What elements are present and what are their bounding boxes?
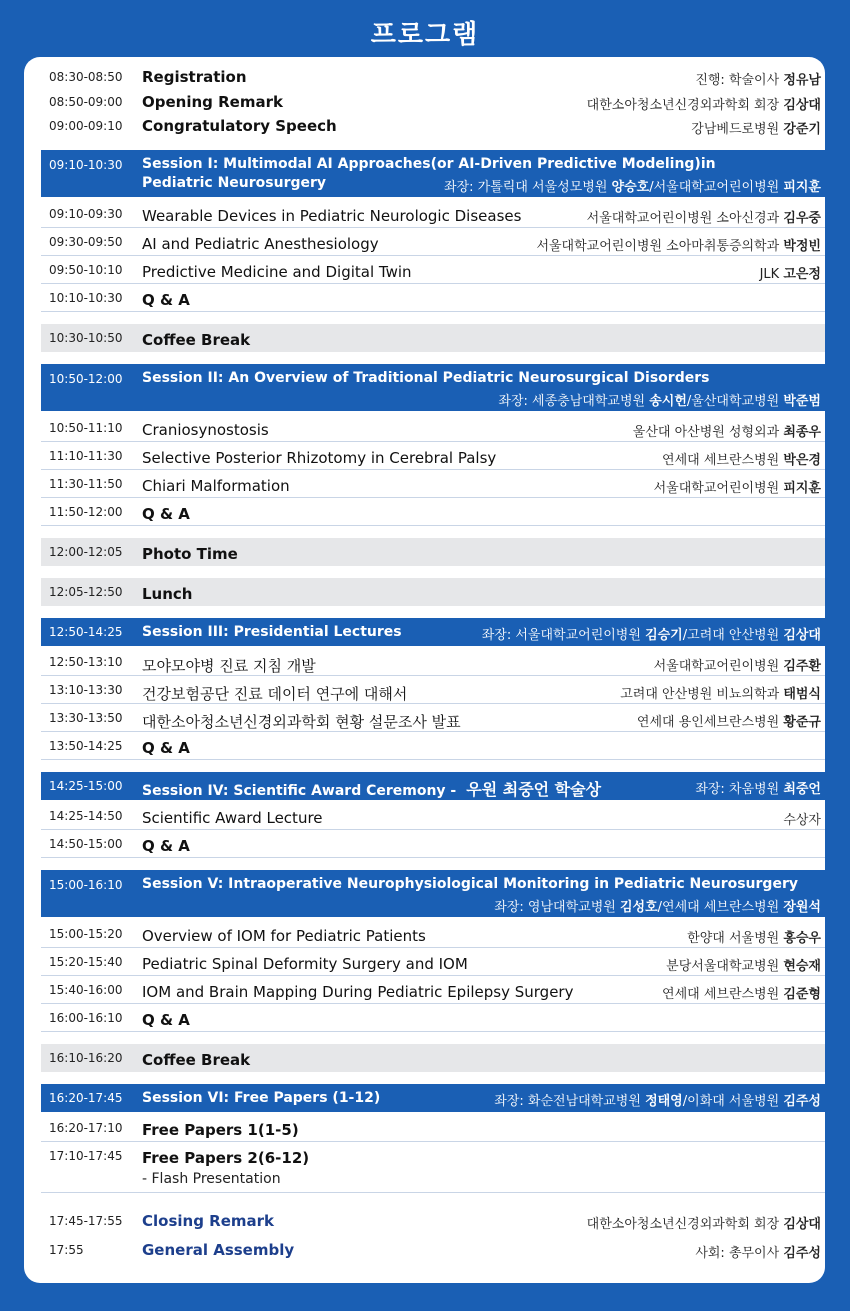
session-title: Session III: Presidential Lectures [142, 624, 402, 640]
program-title: Free Papers 2(6-12) [142, 1149, 310, 1167]
chairs: 좌장: 영남대학교병원 김성호/연세대 세브란스병원 장원석 [494, 900, 821, 915]
program-title: 건강보험공단 진료 데이터 연구에 대해서 [142, 685, 408, 703]
award-name: 우원 최중언 학술상 [466, 780, 602, 799]
break-title: Coffee Break [142, 1051, 251, 1069]
break-row [41, 1044, 825, 1072]
program-row [41, 228, 825, 256]
time-cell: 12:05-12:50 [49, 585, 123, 599]
time-cell: 15:40-16:00 [49, 983, 123, 997]
time-cell: 11:50-12:00 [49, 505, 123, 519]
speaker: 서울대학교어린이병원 피지훈 [653, 481, 821, 496]
chairs: 좌장: 서울대학교어린이병원 김승기/고려대 안산병원 김상대 [481, 628, 821, 643]
chairs: 좌장: 화순전남대학교병원 정태영/이화대 서울병원 김주성 [494, 1094, 821, 1109]
session-header [41, 870, 825, 917]
speaker: 연세대 세브란스병원 박은경 [662, 453, 821, 468]
time-cell: 16:20-17:45 [49, 1091, 123, 1105]
time-cell: 11:10-11:30 [49, 449, 123, 463]
program-title: Q & A [142, 505, 190, 523]
time-cell: 09:30-09:50 [49, 235, 123, 249]
program-row [41, 920, 825, 948]
program-row [41, 976, 825, 1004]
program-title: General Assembly [142, 1241, 295, 1259]
time-cell: 11:30-11:50 [49, 477, 123, 491]
time-cell: 17:55 [49, 1243, 84, 1257]
program-title: Chiari Malformation [142, 477, 290, 495]
speaker: 대한소아청소년신경외과학회 회장 김상대 [586, 1217, 821, 1232]
program-row [41, 200, 825, 228]
speaker: 연세대 세브란스병원 김준형 [662, 987, 821, 1002]
time-cell: 12:50-14:25 [49, 625, 123, 639]
speaker: 서울대학교어린이병원 김주환 [653, 659, 821, 674]
speaker: 사회: 총무이사 김주성 [695, 1246, 821, 1261]
session-title: Session I: Multimodal AI Approaches(or AI-Driven Predictive Modeling)in [142, 156, 716, 172]
session-title: Session IV: Scientific Award Ceremony - 우원 최중언 학술상 [142, 780, 602, 799]
program-row [41, 1238, 825, 1264]
program-row [41, 470, 825, 498]
time-cell: 13:10-13:30 [49, 683, 123, 697]
time-cell: 13:30-13:50 [49, 711, 123, 725]
program-title: Congratulatory Speech [142, 117, 337, 135]
session-header [41, 1084, 825, 1112]
time-cell: 08:30-08:50 [49, 70, 123, 84]
program-row [41, 648, 825, 676]
program-row [41, 92, 825, 116]
program-title: IOM and Brain Mapping During Pediatric Epilepsy Surgery [142, 983, 574, 1001]
program-title: 대한소아청소년신경외과학회 현황 설문조사 발표 [142, 713, 461, 731]
program-row [41, 67, 825, 91]
time-cell: 10:10-10:30 [49, 291, 123, 305]
program-title: Selective Posterior Rhizotomy in Cerebral Palsy [142, 449, 497, 467]
program-row [41, 1004, 825, 1032]
session-title-line2: Pediatric Neurosurgery [142, 175, 327, 191]
time-cell: 09:10-10:30 [49, 158, 123, 172]
break-title: Photo Time [142, 545, 238, 563]
break-title: Coffee Break [142, 331, 251, 349]
session-header [41, 150, 825, 197]
program-row [41, 830, 825, 858]
session-title: Session VI: Free Papers (1-12) [142, 1090, 381, 1106]
program-title: Registration [142, 68, 247, 86]
time-cell: 16:20-17:10 [49, 1121, 123, 1135]
program-title: Overview of IOM for Pediatric Patients [142, 927, 426, 945]
time-cell: 13:50-14:25 [49, 739, 123, 753]
time-cell: 14:25-14:50 [49, 809, 123, 823]
time-cell: 12:50-13:10 [49, 655, 123, 669]
program-title: Wearable Devices in Pediatric Neurologic Diseases [142, 207, 522, 225]
program-subtitle: - Flash Presentation [142, 1171, 281, 1187]
time-cell: 10:30-10:50 [49, 331, 123, 345]
program-title: Q & A [142, 739, 190, 757]
program-row [41, 1142, 825, 1193]
time-cell: 14:25-15:00 [49, 779, 123, 793]
program-row [41, 442, 825, 470]
speaker: JLK 고은정 [759, 267, 821, 282]
speaker: 강남베드로병원 강준기 [691, 122, 821, 137]
session-title: Session V: Intraoperative Neurophysiological Monitoring in Pediatric Neurosurgery [142, 876, 798, 892]
chairs: 좌장: 가톨릭대 서울성모병원 양승호/서울대학교어린이병원 피지훈 [444, 180, 821, 195]
break-title: Lunch [142, 585, 193, 603]
speaker: 서울대학교어린이병원 소아마취통증의학과 박정빈 [536, 239, 821, 254]
time-cell: 17:10-17:45 [49, 1149, 123, 1163]
time-cell: 08:50-09:00 [49, 95, 123, 109]
speaker: 수상자 [783, 813, 821, 828]
session-title: Session II: An Overview of Traditional Pediatric Neurosurgical Disorders [142, 370, 710, 386]
time-cell: 10:50-11:10 [49, 421, 123, 435]
speaker: 진행: 학술이사 정유남 [695, 73, 821, 88]
program-title: AI and Pediatric Anesthesiology [142, 235, 379, 253]
time-cell: 15:00-16:10 [49, 878, 123, 892]
chairs: 좌장: 세종충남대학교병원 송시헌/울산대학교병원 박준범 [498, 394, 821, 409]
program-row [41, 116, 825, 140]
speaker: 한양대 서울병원 홍승우 [687, 931, 821, 946]
time-cell: 09:00-09:10 [49, 119, 123, 133]
program-title: Craniosynostosis [142, 421, 269, 439]
time-cell: 10:50-12:00 [49, 372, 123, 386]
program-title: Q & A [142, 1011, 190, 1029]
program-title: Opening Remark [142, 93, 283, 111]
time-cell: 15:00-15:20 [49, 927, 123, 941]
program-row [41, 498, 825, 526]
program-title: Q & A [142, 837, 190, 855]
program-row [41, 676, 825, 704]
program-row [41, 414, 825, 442]
break-row [41, 578, 825, 606]
speaker: 고려대 안산병원 비뇨의학과 태범식 [620, 687, 821, 702]
program-title: Scientific Award Lecture [142, 809, 323, 827]
time-cell: 09:50-10:10 [49, 263, 123, 277]
speaker: 서울대학교어린이병원 소아신경과 김우중 [586, 211, 821, 226]
program-panel [24, 57, 825, 1283]
speaker: 분당서울대학교병원 현승재 [666, 959, 821, 974]
program-row [41, 704, 825, 732]
program-title: 모야모야병 진료 지침 개발 [142, 657, 316, 675]
time-cell: 15:20-15:40 [49, 955, 123, 969]
program-title: Q & A [142, 291, 190, 309]
program-row [41, 802, 825, 830]
time-cell: 17:45-17:55 [49, 1214, 123, 1228]
program-row [41, 256, 825, 284]
break-row [41, 538, 825, 566]
chairs: 좌장: 차움병원 최중언 [695, 782, 821, 797]
page-title: 프로그램 [370, 20, 480, 50]
program-title: Free Papers 1(1-5) [142, 1121, 299, 1139]
program-row [41, 948, 825, 976]
program-title: Closing Remark [142, 1212, 275, 1230]
speaker: 대한소아청소년신경외과학회 회장 김상대 [586, 98, 821, 113]
program-row [41, 1209, 825, 1235]
program-row [41, 732, 825, 760]
speaker: 연세대 용인세브란스병원 황준규 [636, 715, 821, 730]
session-header [41, 364, 825, 411]
program-title: Pediatric Spinal Deformity Surgery and IOM [142, 955, 468, 973]
time-cell: 09:10-09:30 [49, 207, 123, 221]
program-row [41, 1114, 825, 1142]
time-cell: 16:10-16:20 [49, 1051, 123, 1065]
time-cell: 14:50-15:00 [49, 837, 123, 851]
session-header [41, 618, 825, 646]
program-row [41, 284, 825, 312]
speaker: 울산대 아산병원 성형외과 최종우 [632, 425, 821, 440]
time-cell: 12:00-12:05 [49, 545, 123, 559]
break-row [41, 324, 825, 352]
program-title: Predictive Medicine and Digital Twin [142, 263, 412, 281]
session-header [41, 772, 825, 800]
time-cell: 16:00-16:10 [49, 1011, 123, 1025]
